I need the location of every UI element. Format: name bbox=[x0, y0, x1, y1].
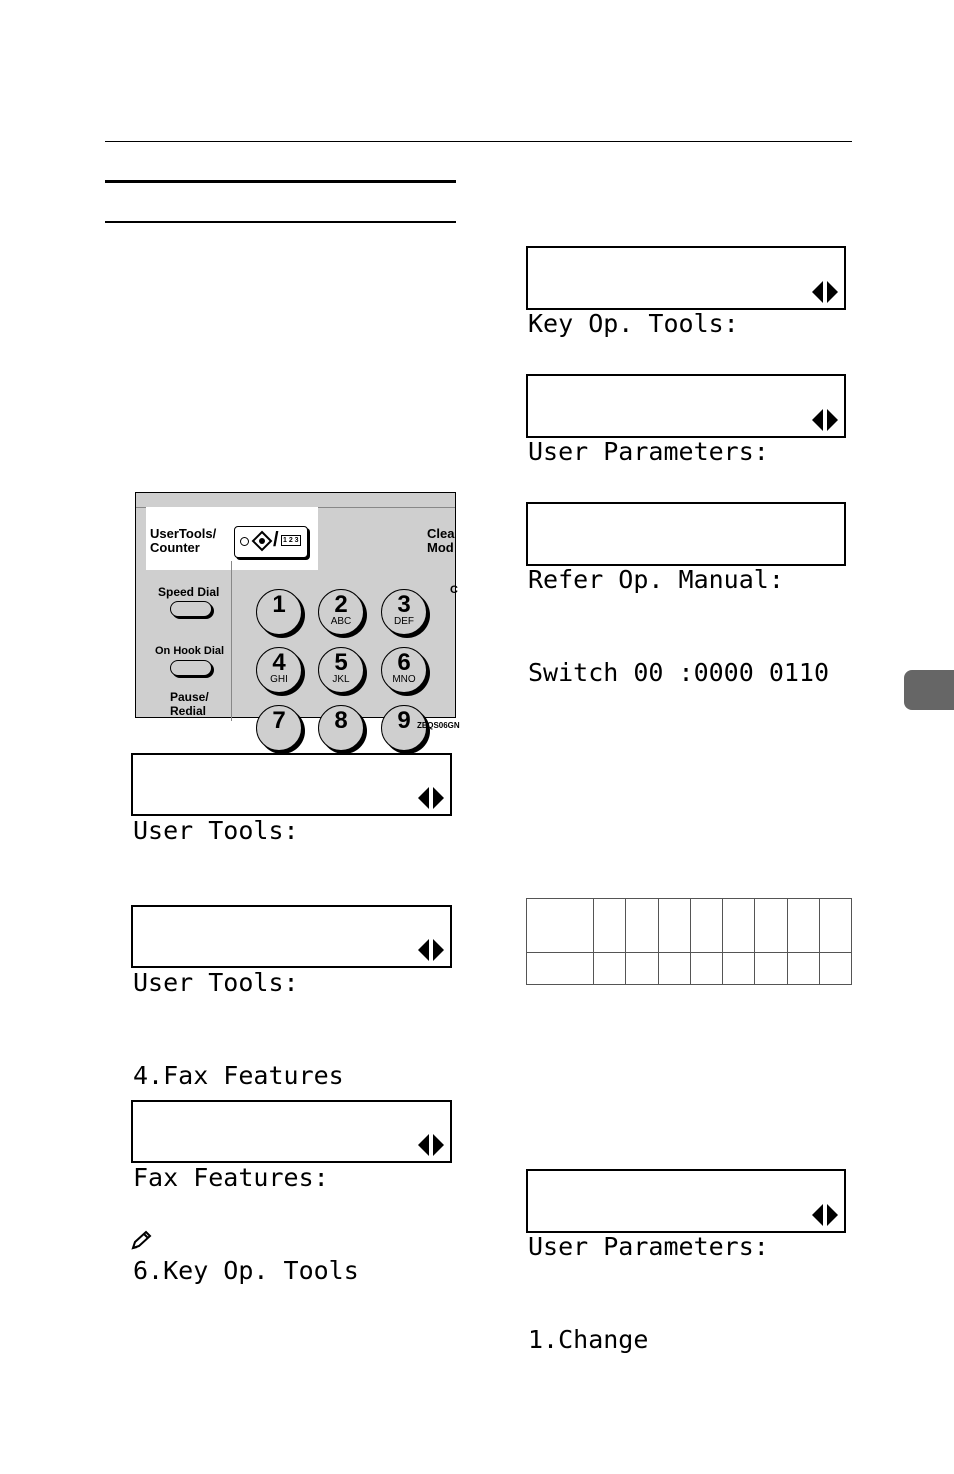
keypad-key-7[interactable]: 7 bbox=[256, 705, 302, 751]
on-hook-dial-button[interactable] bbox=[170, 660, 212, 676]
lcd-line-2: 4.Fax Features bbox=[133, 1061, 344, 1090]
figure-caption: ZEQS06GN bbox=[417, 721, 460, 730]
table-cell bbox=[527, 899, 594, 953]
speed-dial-label: Speed Dial bbox=[158, 585, 220, 599]
parameter-table bbox=[526, 898, 852, 985]
user-tools-counter-button[interactable] bbox=[234, 526, 308, 558]
section-rule-top bbox=[105, 180, 456, 183]
table-cell bbox=[787, 899, 819, 953]
lcd-line-1: User Parameters: bbox=[528, 1232, 769, 1261]
keypad-key-5[interactable]: 5 JKL bbox=[318, 647, 364, 693]
lcd-line-2: 6.Key Op. Tools bbox=[133, 1256, 359, 1285]
table-cell bbox=[690, 899, 722, 953]
table-cell bbox=[626, 899, 658, 953]
table-cell bbox=[658, 899, 690, 953]
keypad-key-1[interactable]: 1 bbox=[256, 589, 302, 635]
lcd-user-parameters-1 bbox=[526, 374, 846, 466]
lcd-line-1: User Parameters: bbox=[528, 437, 769, 466]
table-cell bbox=[787, 953, 819, 985]
table-cell bbox=[723, 899, 755, 953]
lcd-user-tools-fax bbox=[131, 905, 452, 1090]
lcd-line-1: User Tools: bbox=[133, 816, 299, 845]
table-cell bbox=[626, 953, 658, 985]
lcd-line-1: Refer Op. Manual: bbox=[528, 565, 784, 594]
header-rule bbox=[105, 141, 852, 142]
pause-label: Pause/ bbox=[170, 690, 209, 704]
modes-label: Mod bbox=[427, 540, 454, 555]
table-cell bbox=[755, 899, 787, 953]
left-right-arrows-icon bbox=[812, 409, 838, 431]
lcd-line-1: User Tools: bbox=[133, 968, 299, 997]
lcd-line-1: Key Op. Tools: bbox=[528, 309, 739, 338]
section-rule-bottom bbox=[105, 221, 456, 223]
lcd-refer-op-manual bbox=[526, 502, 846, 687]
lcd-user-parameters-2 bbox=[526, 1169, 846, 1354]
user-tools-label: UserTools/ bbox=[150, 526, 217, 541]
panel-right-fragment: C bbox=[450, 584, 458, 596]
keypad-key-9[interactable]: 9 bbox=[381, 705, 427, 751]
table-cell bbox=[819, 899, 851, 953]
on-hook-dial-label: On Hook Dial bbox=[155, 645, 225, 657]
table-cell bbox=[658, 953, 690, 985]
counter-label: Counter bbox=[150, 540, 200, 555]
lcd-line-1: Fax Features: bbox=[133, 1163, 329, 1192]
lcd-line-2: 1.Change bbox=[528, 1325, 649, 1354]
lcd-line-2: Switch 00 :0000 0110 bbox=[528, 658, 830, 687]
lcd-fax-features bbox=[131, 1100, 452, 1285]
chapter-tab bbox=[904, 670, 954, 710]
table-cell bbox=[819, 953, 851, 985]
panel-divider bbox=[231, 561, 232, 721]
pencil-note-icon bbox=[131, 1230, 153, 1250]
left-right-arrows-icon bbox=[812, 281, 838, 303]
table-cell bbox=[723, 953, 755, 985]
slash-divider: / bbox=[273, 529, 279, 551]
table-cell bbox=[527, 953, 594, 985]
left-right-arrows-icon bbox=[812, 1204, 838, 1226]
keypad-key-3[interactable]: 3 DEF bbox=[381, 589, 427, 635]
lcd-user-tools-counter bbox=[131, 753, 452, 845]
user-tools-icon bbox=[252, 531, 272, 551]
counter-badge-icon: 1 2 3 bbox=[283, 537, 299, 544]
left-right-arrows-icon bbox=[418, 1134, 444, 1156]
speed-dial-button[interactable] bbox=[170, 601, 212, 617]
table-cell bbox=[690, 953, 722, 985]
keypad-key-2[interactable]: 2 ABC bbox=[318, 589, 364, 635]
keypad-key-8[interactable]: 8 bbox=[318, 705, 364, 751]
clear-modes-label: Clea bbox=[427, 526, 455, 541]
keypad-key-6[interactable]: 6 MNO bbox=[381, 647, 427, 693]
indicator-led-icon bbox=[240, 537, 249, 546]
table-cell bbox=[755, 953, 787, 985]
left-right-arrows-icon bbox=[418, 787, 444, 809]
table-cell bbox=[594, 953, 626, 985]
panel-top-strip bbox=[136, 493, 455, 508]
table-cell bbox=[594, 899, 626, 953]
lcd-key-op-tools bbox=[526, 246, 846, 338]
keypad-key-4[interactable]: 4 GHI bbox=[256, 647, 302, 693]
redial-label: Redial bbox=[170, 704, 207, 718]
left-right-arrows-icon bbox=[418, 939, 444, 961]
